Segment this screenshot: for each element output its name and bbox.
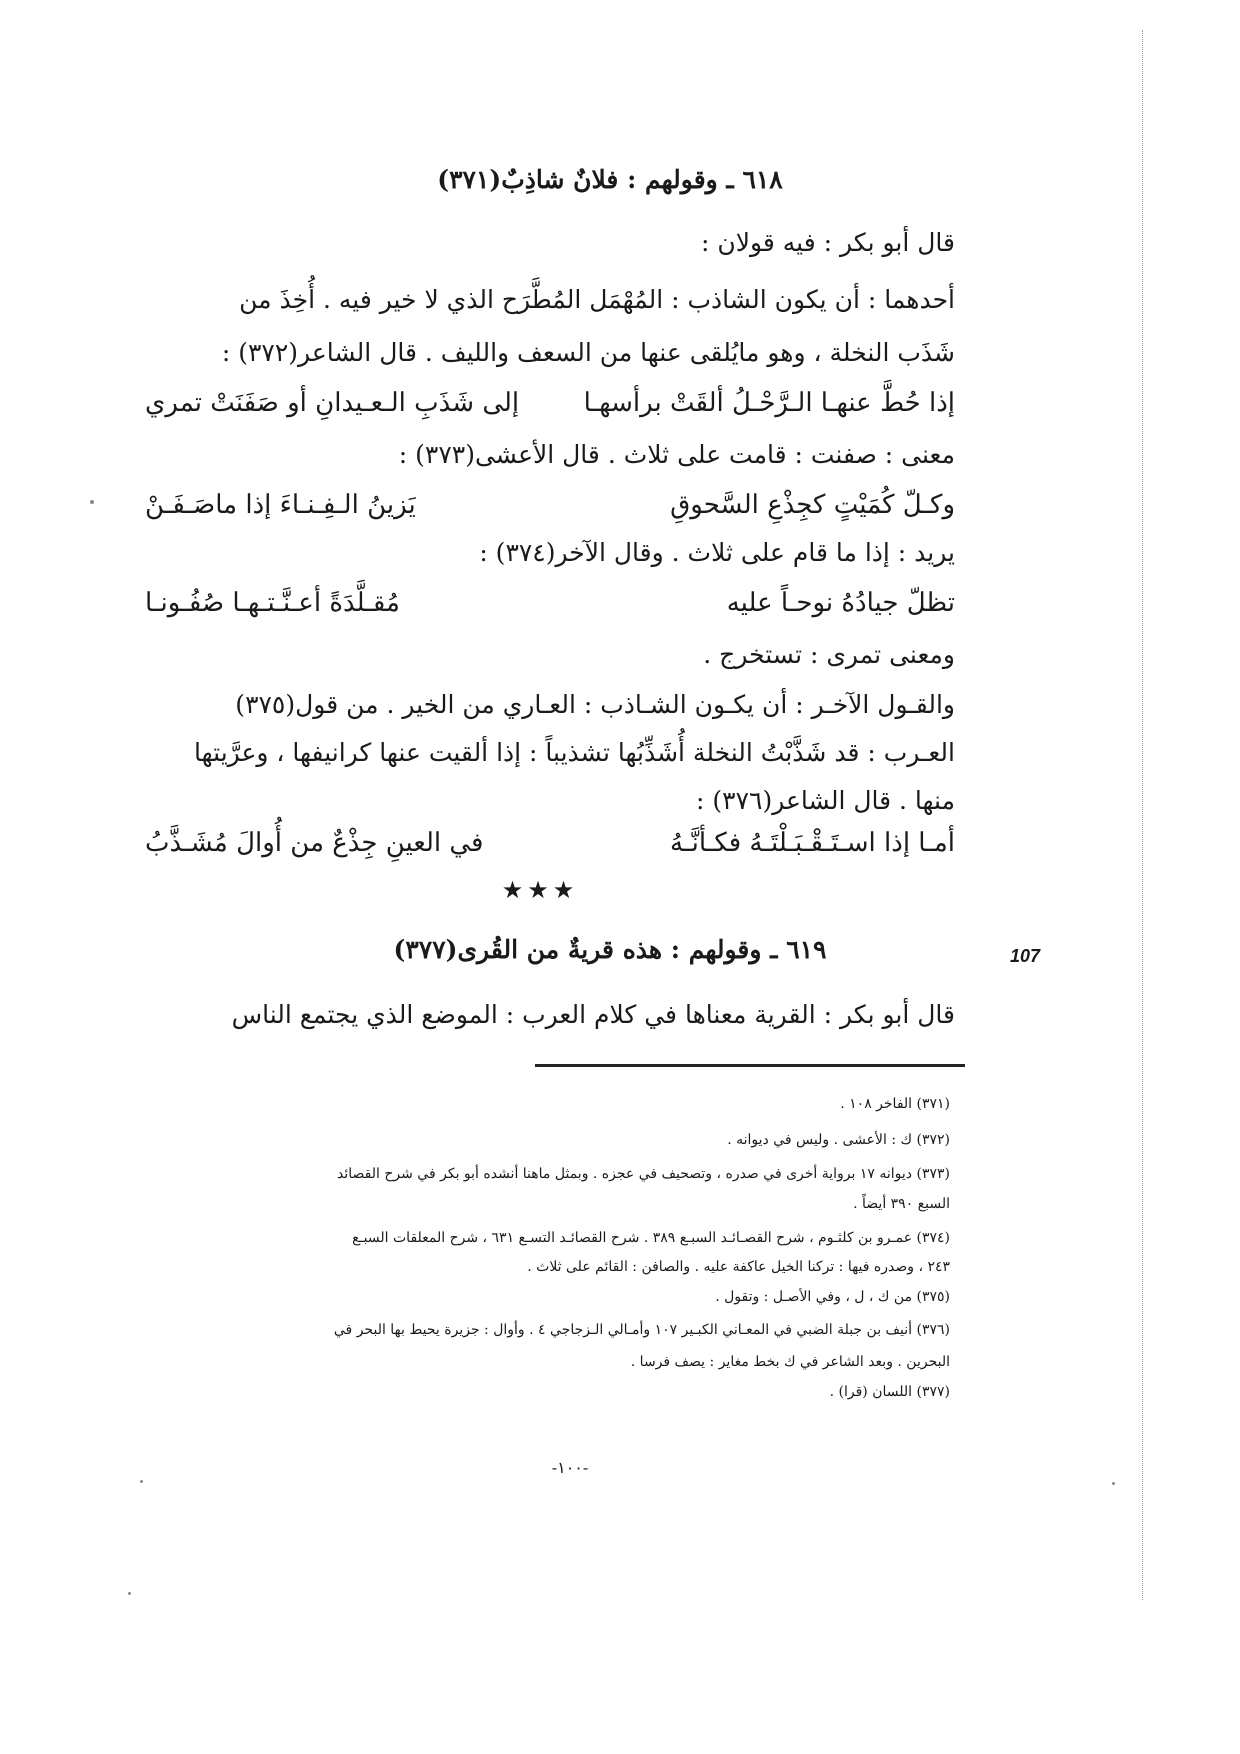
verse-first-hemistich: وكـلّ كُمَيْتٍ كجِذْعِ السَّحوقِ [670,490,955,520]
verse-second-hemistich: في العينِ جِذْعٌ من أُوالَ مُشَـذَّبُ [145,828,484,858]
body-line: شَذَب النخلة ، وهو مايُلقى عنها من السعف والليف . قال الشاعر(٣٧٢) : [221,338,955,367]
footnote: (٣٧٢) ك : الأعشى . وليس في ديوانه . [727,1132,950,1148]
body-line: قال أبو بكر : فيه قولان : [700,228,955,257]
section-separator-stars: ★★★ [501,876,579,904]
footnote: (٣٧٣) ديوانه ١٧ برواية أخرى في صدره ، وتصحيف في عجزه . وبمثل ماهنا أنشده أبو بكر في شرح القصائد [337,1166,950,1182]
scan-speck [140,1480,143,1483]
section-heading-618: ٦١٨ ـ وقولهم : فلانٌ شاذِبٌ(٣٧١) [437,165,783,194]
page-number: -١٠٠- [551,1458,589,1477]
footnote: (٣٧٤) عمـرو بن كلثـوم ، شرح القصـائـد السبـع ٣٨٩ . شرح القصائـد التسـع ٦٣١ ، شرح المعلقات السبـع [352,1230,950,1246]
verse-second-hemistich: يَزينُ الـفِـنـاءَ إذا ماصَـفَـنْ [145,490,416,520]
verse-second-hemistich: إلى شَذَبِ الـعـيدانِ أو صَفَنَتْ تمري [145,388,520,418]
footnote: (٣٧٧) اللسان (قرا) . [829,1384,950,1400]
scan-speck [128,1592,131,1595]
footnote-separator-rule [535,1064,965,1067]
footnote: (٣٧٥) من ك ، ل ، وفي الأصـل : وتقول . [715,1289,950,1305]
margin-page-number: 107 [1010,946,1041,966]
verse-4 [145,828,955,868]
body-line: ومعنى تمرى : تستخرج . [703,640,955,669]
footnote-continuation: السبع ٣٩٠ أيضاً . [853,1196,950,1212]
section-heading-619: ٦١٩ ـ وقولهم : هذه قريةٌ من القُرى(٣٧٧) [393,935,827,964]
footnote-continuation: البحرين . وبعد الشاعر في ك بخط مغاير : يصف فرسا . [630,1354,950,1370]
verse-first-hemistich: أمـا إذا اسـتَـقْـبَـلْتَـهُ فكـأنَّـهُ [670,828,955,858]
footnote: (٣٧١) الفاخر ١٠٨ . [840,1096,950,1112]
body-line: منها . قال الشاعر(٣٧٦) : [696,786,955,815]
verse-first-hemistich: تظلّ جيادُهُ نوحـاً عليه [726,588,955,618]
verse-2 [145,490,955,530]
verse-3 [145,588,955,628]
verse-first-hemistich: إذا حُطَّ عنهـا الـرَّحْـلُ ألقَتْ برأسهـا [583,388,955,418]
body-line: قال أبو بكر : القرية معناها في كلام العرب : الموضع الذي يجتمع الناس [231,1000,955,1029]
scan-edge-line [1142,30,1143,1600]
body-line: أحدهما : أن يكون الشاذب : المُهْمَل المُطَّرَح الذي لا خير فيه . أُخِذَ من [239,285,955,314]
body-line: معنى : صفنت : قامت على ثلاث . قال الأعشى(٣٧٣) : [398,440,955,469]
body-line: يريد : إذا ما قام على ثلاث . وقال الآخر(٣٧٤) : [479,538,955,567]
footnote-continuation: ٢٤٣ ، وصدره فيها : تركنا الخيل عاكفة عليه . والصافن : القائم على ثلاث . [527,1259,950,1275]
body-line: العـرب : قد شَذَّبْتُ النخلة أُشَذِّبُها تشذيباً : إذا ألقيت عنها كرانيفها ، وعرَّيتها [194,738,955,767]
scan-speck [90,500,94,504]
footnote: (٣٧٦) أنيف بن جبلة الضبي في المعـاني الكبـير ١٠٧ وأمـالي الـزجاجي ٤ . وأوال : جزيرة يحيط بها البحر في [333,1322,950,1338]
verse-second-hemistich: مُقـلَّدَةً أعـنَّـتـهـا صُفُـونـا [145,588,400,618]
verse-1 [145,388,955,428]
scan-speck [1112,1482,1115,1485]
body-line: والقـول الآخـر : أن يكـون الشـاذب : العـاري من الخير . من قول(٣٧٥) [235,690,955,719]
